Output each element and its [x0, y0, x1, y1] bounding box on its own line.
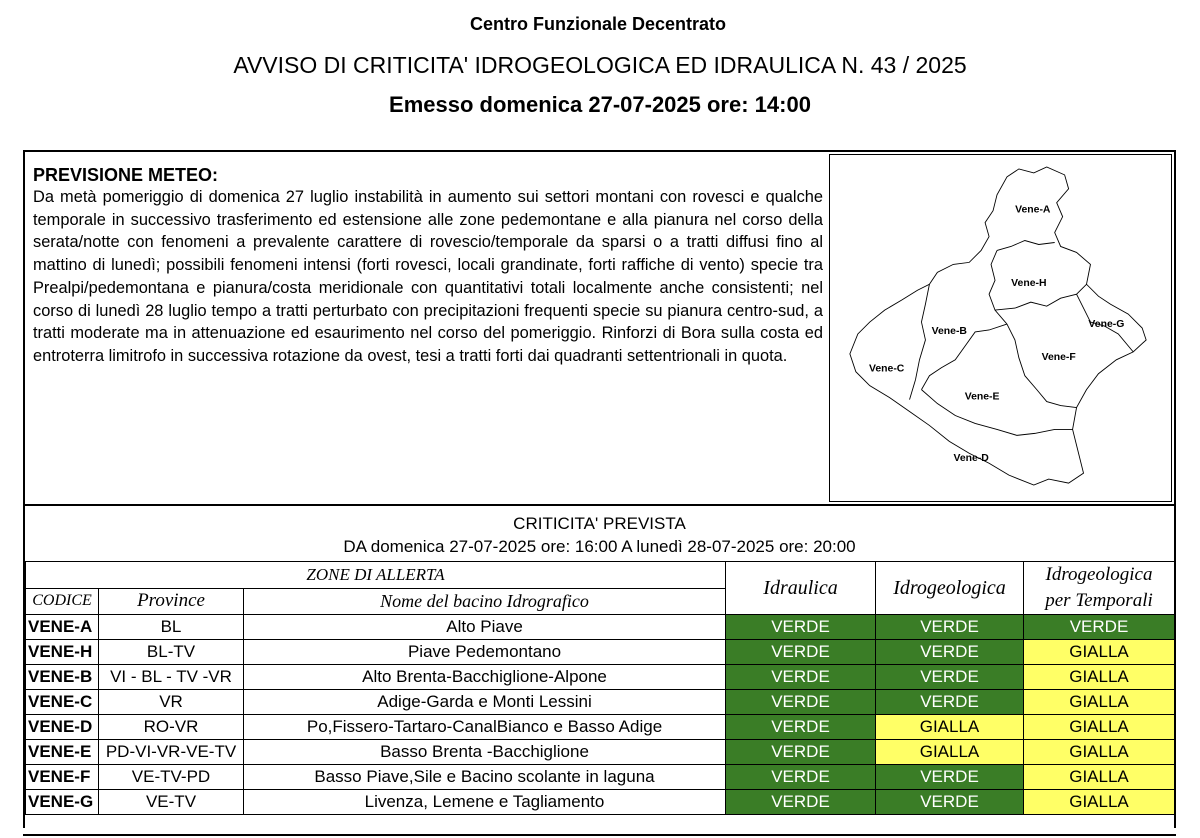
criticita-title: CRITICITA' PREVISTA [513, 514, 686, 533]
col-temporali-line1: Idrogeologica [1045, 564, 1153, 585]
table-row [26, 640, 1175, 665]
organization-title: Centro Funzionale Decentrato [469, 14, 727, 34]
criticita-table [25, 561, 1175, 815]
basin-name: Alto Brenta-Bacchiglione-Alpone [244, 665, 726, 690]
level-temporali: VERDE [1024, 615, 1175, 640]
criticita-box [23, 504, 1176, 828]
level-idraulica: VERDE [726, 690, 876, 715]
level-idrogeologica: VERDE [876, 640, 1024, 665]
province: PD-VI-VR-VE-TV [99, 740, 244, 765]
zone-code: VENE-H [26, 640, 99, 665]
col-temporali-line2: per Temporali [1045, 590, 1153, 611]
boundary-a-h [997, 241, 1055, 251]
bottom-rule [23, 834, 1176, 836]
label-vene-b: Vene-B [931, 325, 967, 337]
province: VE-TV [99, 790, 244, 815]
col-idrogeologica: Idrogeologica [876, 562, 1024, 615]
label-vene-e: Vene-E [964, 391, 1000, 403]
col-basin: Nome del bacino Idrografico [244, 588, 726, 615]
meteo-forecast [33, 164, 823, 368]
zone-code: VENE-D [26, 715, 99, 740]
level-idraulica: VERDE [726, 790, 876, 815]
zone-code: VENE-E [26, 740, 99, 765]
table-row [26, 790, 1175, 815]
level-idraulica: VERDE [726, 665, 876, 690]
basin-name: Livenza, Lemene e Tagliamento [244, 790, 726, 815]
boundary-e-f [1007, 324, 1077, 408]
zone-code: VENE-G [26, 790, 99, 815]
level-temporali: GIALLA [1024, 715, 1175, 740]
level-idrogeologica: VERDE [876, 690, 1024, 715]
level-temporali: GIALLA [1024, 740, 1175, 765]
criticita-rows [26, 615, 1175, 815]
level-idrogeologica: VERDE [876, 665, 1024, 690]
level-idrogeologica: GIALLA [876, 740, 1024, 765]
meteo-title: PREVISIONE METEO: [33, 165, 219, 185]
boundary-h-b [989, 250, 1007, 324]
level-idraulica: VERDE [726, 765, 876, 790]
table-row [26, 765, 1175, 790]
level-temporali: GIALLA [1024, 790, 1175, 815]
label-vene-a: Vene-A [1015, 204, 1051, 216]
zone-code: VENE-A [26, 615, 99, 640]
province: BL-TV [99, 640, 244, 665]
level-idrogeologica: VERDE [876, 765, 1024, 790]
label-vene-h: Vene-H [1011, 278, 1047, 290]
level-idraulica: VERDE [726, 715, 876, 740]
level-idrogeologica: GIALLA [876, 715, 1024, 740]
label-vene-f: Vene-F [1041, 351, 1076, 363]
level-temporali: GIALLA [1024, 765, 1175, 790]
province: RO-VR [99, 715, 244, 740]
veneto-map-svg [830, 155, 1171, 501]
zone-header: ZONE DI ALLERTA [26, 562, 726, 589]
col-idraulica: Idraulica [726, 562, 876, 615]
bulletin-title: AVVISO DI CRITICITA' IDROGEOLOGICA ED IDRAULICA N. 43 / 2025 [233, 52, 967, 78]
level-temporali: GIALLA [1024, 690, 1175, 715]
criticita-range: DA domenica 27-07-2025 ore: 16:00 A lunedì 28-07-2025 ore: 20:00 [343, 537, 856, 556]
level-idraulica: VERDE [726, 640, 876, 665]
meteo-forecast-box [23, 150, 1176, 506]
table-row [26, 615, 1175, 640]
zone-code: VENE-F [26, 765, 99, 790]
province: VR [99, 690, 244, 715]
level-temporali: GIALLA [1024, 665, 1175, 690]
basin-name: Adige-Garda e Monti Lessini [244, 690, 726, 715]
basin-name: Alto Piave [244, 615, 726, 640]
province: VE-TV-PD [99, 765, 244, 790]
issue-date: Emesso domenica 27-07-2025 ore: 14:00 [389, 92, 811, 117]
table-row [26, 665, 1175, 690]
basin-name: Piave Pedemontano [244, 640, 726, 665]
table-row [26, 740, 1175, 765]
table-row [26, 690, 1175, 715]
level-idraulica: VERDE [726, 615, 876, 640]
boundary-b-c [910, 284, 930, 399]
col-codice: CODICE [26, 588, 99, 615]
province: BL [99, 615, 244, 640]
level-idrogeologica: VERDE [876, 790, 1024, 815]
col-temporali [1024, 562, 1175, 615]
level-idraulica: VERDE [726, 740, 876, 765]
basin-name: Po,Fissero-Tartaro-CanalBianco e Basso Adige [244, 715, 726, 740]
table-row [26, 715, 1175, 740]
label-vene-d: Vene-D [953, 453, 989, 465]
basin-name: Basso Piave,Sile e Bacino scolante in laguna [244, 765, 726, 790]
col-province: Province [99, 588, 244, 615]
level-idrogeologica: VERDE [876, 615, 1024, 640]
alert-zones-map [829, 154, 1172, 502]
label-vene-g: Vene-G [1088, 319, 1125, 331]
meteo-body: Da metà pomeriggio di domenica 27 luglio instabilità in aumento sui settori montani con rovesci e qualche temporale in successivo trasferimento ed estensione alle zone pedemontane e alla pianura nel corso della serata/notte con fenomeni a prevalente carattere di rovescio/temporale da sparsi o a tratti diffusi fino al mattino di lunedì; possibili fenomeni intensi (forti rovesci, locali grandinate, forti raffiche di vento) specie tra Prealpi/pedemontana e pianura/costa meridionale con quantitativi totali localmente anche consistenti; nel corso di lunedì 28 luglio tempo a tratti perturbato con precipitazioni frequenti specie su pianura centro-sud, a tratti moderate ma in attenuazione ed esaurimento nel corso del pomeriggio. Rinforzi di Bora sulla costa ed entroterra limitrofo in successiva rotazione da ovest, tesi a tratti forti dai quadranti settentrionali in quota. [33, 188, 823, 365]
label-vene-c: Vene-C [868, 363, 905, 375]
zone-code: VENE-C [26, 690, 99, 715]
level-temporali: GIALLA [1024, 640, 1175, 665]
zone-code: VENE-B [26, 665, 99, 690]
province: VI - BL - TV -VR [99, 665, 244, 690]
basin-name: Basso Brenta -Bacchiglione [244, 740, 726, 765]
